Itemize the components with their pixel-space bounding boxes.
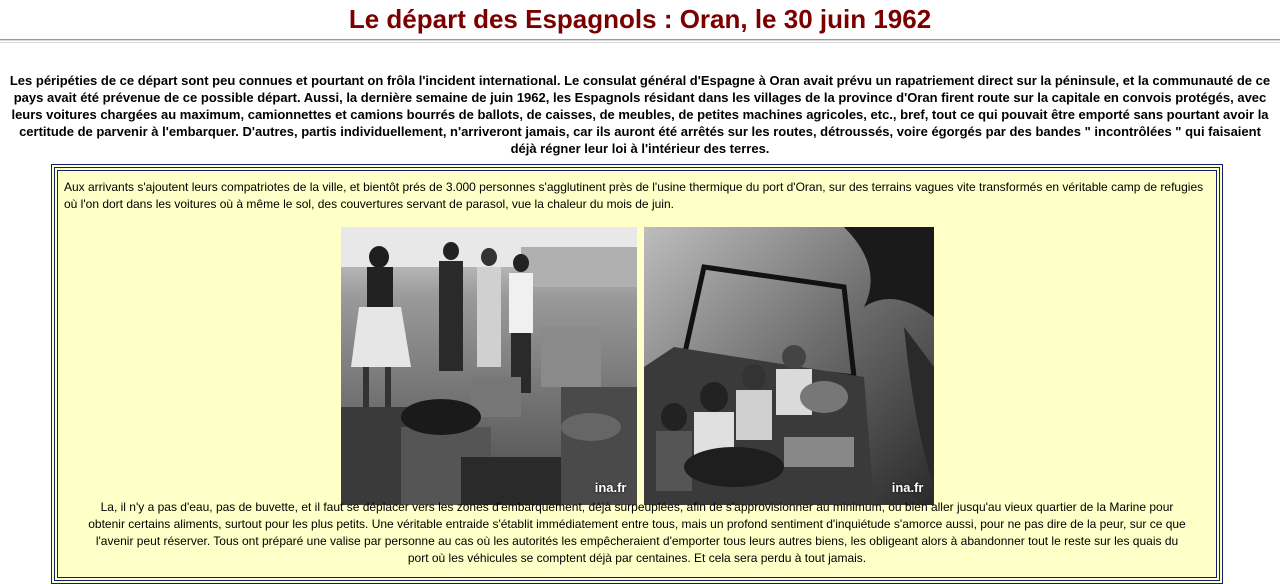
photo-row — [58, 227, 1216, 505]
story-box-inner — [57, 170, 1217, 578]
photo-right-watermark: ina.fr — [891, 480, 924, 495]
story-box — [51, 164, 1223, 584]
photo-truck-refugees-image — [644, 227, 934, 505]
header-divider — [0, 39, 1280, 41]
photo-truck-refugees — [644, 227, 934, 505]
intro-paragraph: Les péripéties de ce départ sont peu connues et pourtant on frôla l'incident international. Le consulat général d'Espagne à Oran avait prévu un rapatriement direct sur la péninsule, et la communauté de ce pays avait été prévenue de ce possible départ. Aussi, la dernière semaine de juin 1962, les Espagnols résidant dans les villages de la province d'Oran firent route sur la capitale en convois protégés, avec leurs voitures chargées au maximum, camionnettes et camions bourrés de ballots, de caisses, de meubles, de petites machines agricoles, etc., bref, tout ce qui pouvait être emporté sans pourtant avoir la certitude de parvenir à l'embarquer. D'autres, partis individuellement, n'arriveront jamais, car ils auront été arrêtés sur les routes, détroussés, voire égorgés par des bandes " incontrôlées " qui faisaient déjà régner leur loi à l'intérieur des terres. — [9, 73, 1271, 156]
story-paragraph-2: La, il n'y a pas d'eau, pas de buvette, et il faut se déplacer vers les zones d'embarquement, déjà surpeuplées, afin de s'approvisionner au minimum, ou bien aller jusqu'au vieux quartier de la Marine pour obtenir certains aliments, surtout pour les plus petits. Une véritable entraide s'établit immédiatement entre tous, mais un profond sentiment d'inquiétude s'amorce aussi, pour ne pas dire de la peur, sur ce que l'avenir peut réserver. Tous ont préparé une valise par personne au cas où les autorités les empêcheraient d'emporter tous leurs autres biens, les obligeant alors à abandonner tout le reste sur les quais du port où les véhicules se comptent déjà par centaines. Et cela sera perdu à tout jamais. — [88, 500, 1186, 565]
page-title: Le départ des Espagnols : Oran, le 30 juin 1962 — [348, 4, 932, 34]
story-paragraph-1: Aux arrivants s'ajoutent leurs compatriotes de la ville, et bientôt prés de 3.000 personnes s'agglutinent près de l'usine thermique du port d'Oran, sur des terrains vagues vite transformés en véritable camp de refugies où l'on dort dans les voitures où à même le sol, des couvertures servant de parasol, vue la chaleur du mois de juin. — [64, 180, 1204, 211]
photo-left-watermark: ina.fr — [594, 480, 627, 495]
header-divider-shadow — [0, 42, 1280, 43]
photo-refugees-luggage-image — [341, 227, 637, 505]
photo-refugees-luggage — [341, 227, 637, 505]
